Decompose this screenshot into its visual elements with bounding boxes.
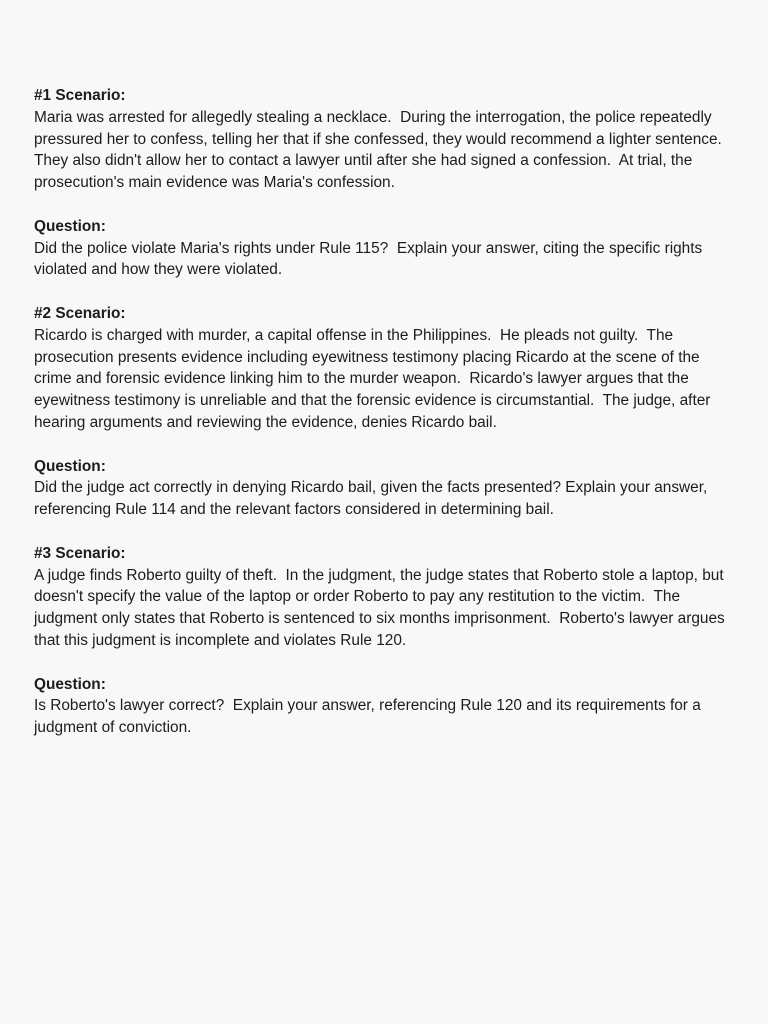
question-2-heading: Question: bbox=[34, 457, 106, 475]
scenario-1-block bbox=[34, 85, 734, 194]
question-1-block bbox=[34, 216, 734, 281]
question-1-heading: Question: bbox=[34, 217, 106, 235]
scenario-3-block bbox=[34, 543, 734, 652]
scenario-3-text: A judge finds Roberto guilty of theft. In the judgment, the judge states that Roberto stole a laptop, but doesn't specify the value of the laptop or order Roberto to pay any restitution to the victim. The judgment only states that Roberto is sentenced to six months imprisonment. Roberto's lawyer argues that this judgment is incomplete and violates Rule 120. bbox=[34, 566, 730, 649]
question-1-text: Did the police violate Maria's rights under Rule 115? Explain your answer, citing the specific rights violated and how they were violated. bbox=[34, 239, 707, 279]
scenario-1-text: Maria was arrested for allegedly stealing a necklace. During the interrogation, the police repeatedly pressured her to confess, telling her that if she confessed, they would recommend a lighter sentence. They also didn't allow her to contact a lawyer until after she had signed a confession. At trial, the prosecution's main evidence was Maria's confession. bbox=[34, 108, 731, 192]
scenario-3-heading: #3 Scenario: bbox=[34, 544, 126, 562]
question-3-text: Is Roberto's lawyer correct? Explain your answer, referencing Rule 120 and its requirements for a judgment of conviction. bbox=[34, 697, 706, 737]
scenario-2-text: Ricardo is charged with murder, a capital offense in the Philippines. He pleads not guilty. The prosecution presents evidence including eyewitness testimony placing Ricardo at the scene of the crime and forensic evidence linking him to the murder weapon. Ricardo's lawyer argues that the eyewitness testimony is unreliable and that the forensic evidence is circumstantial. The judge, after hearing arguments and reviewing the evidence, denies Ricardo bail. bbox=[34, 326, 715, 431]
question-3-block bbox=[34, 674, 734, 739]
question-2-text: Did the judge act correctly in denying Ricardo bail, given the facts presented? Explain your answer, referencing Rule 114 and the relevant factors considered in determining bail. bbox=[34, 479, 712, 519]
question-3-heading: Question: bbox=[34, 675, 106, 693]
document-page bbox=[34, 85, 734, 761]
scenario-1-heading: #1 Scenario: bbox=[34, 87, 126, 104]
scenario-2-block bbox=[34, 303, 734, 434]
question-2-block bbox=[34, 456, 734, 521]
scenario-2-heading: #2 Scenario: bbox=[34, 304, 126, 322]
